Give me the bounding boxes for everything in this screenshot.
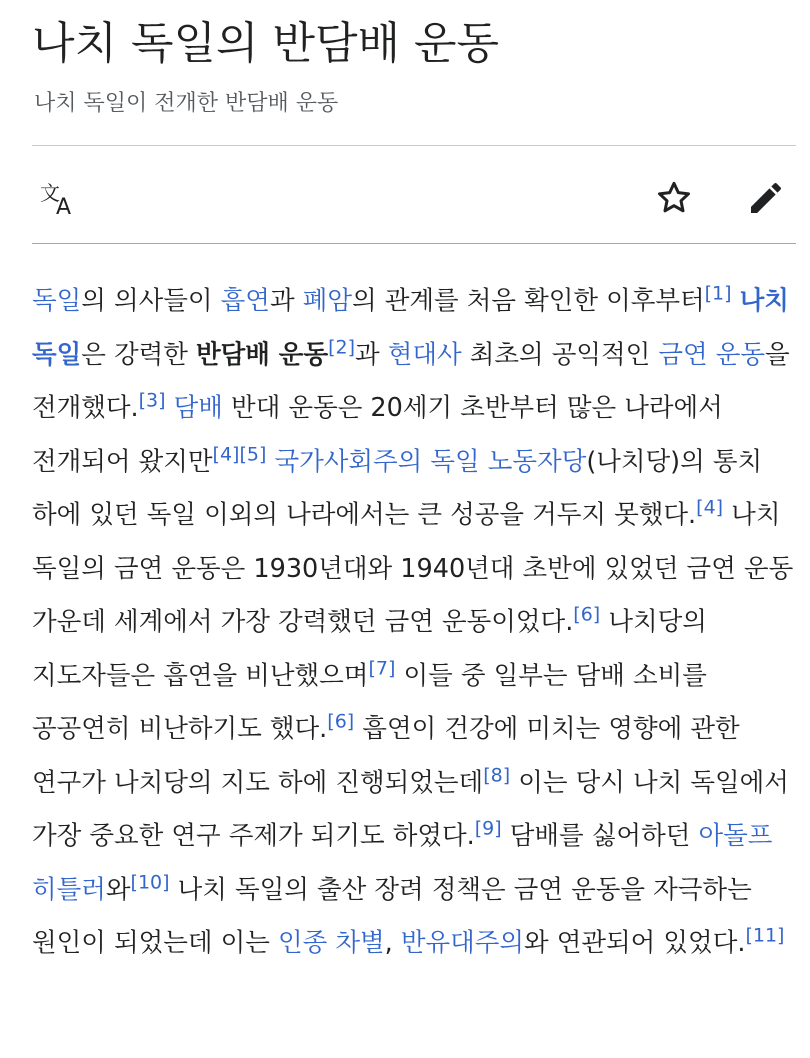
text-run: 와: [105, 874, 131, 905]
text-run: 나치당의 지도자들은 흡연을 비난했으며: [32, 607, 707, 691]
text-run: [266, 447, 274, 477]
text-run: [166, 393, 174, 423]
text-run: 와 연관되어 있었다.: [524, 928, 746, 958]
text-run: 담배를 싫어하던: [501, 821, 699, 851]
link-modern-history[interactable]: 현대사: [387, 339, 462, 370]
text-run: (나치당)의 통치 하에 있던 독일 이외의 나라에서는 큰 성공을 거두지 못했다.: [32, 446, 763, 530]
bold-term: 반담배 운동: [196, 339, 329, 370]
text-run: 반대 운동은 20세기 초반부터 많은 나라에서 전개되어 왔지만: [32, 393, 723, 477]
text-run: 흡연이 건강에 미치는 영향에 관한 연구가 나치당의 지도 하에 진행되었는데: [32, 714, 740, 798]
text-run: 과: [355, 339, 388, 370]
citation-9[interactable]: [9]: [474, 817, 502, 840]
text-run: 이는 당시 나치 독일에서 가장 중요한 연구 주제가 되기도 하였다.: [32, 767, 789, 851]
text-run: [732, 286, 740, 316]
text-run: 이들 중 일부는 담배 소비를 공공연히 비난하기도 했다.: [32, 660, 707, 744]
article-paragraph: [32, 275, 800, 1055]
link-anti-smoking-movement[interactable]: 금연 운동: [658, 339, 766, 370]
pencil-icon: [746, 178, 786, 218]
citation-7[interactable]: [7]: [368, 657, 396, 679]
link-antisemitism[interactable]: 반유대주의: [400, 928, 525, 958]
text-run: 최초의 공익적인: [461, 339, 659, 370]
toolbar-divider: [32, 243, 796, 244]
link-lung-cancer[interactable]: 폐암: [302, 286, 352, 316]
page-subtitle: 나치 독일이 전개한 반담배 운동: [34, 91, 339, 116]
text-run: 나치 독일의 출산 장려 정책은 금연 운동을 자극하는 원인이 되었는데 이는: [32, 874, 752, 958]
link-nsdap[interactable]: 국가사회주의 독일 노동자당: [274, 446, 587, 477]
text-run: ,: [384, 928, 401, 958]
text-run: 의 관계를 처음 확인한 이후부터: [351, 286, 705, 316]
text-run: 은 강력한: [81, 339, 197, 370]
citation-2[interactable]: [2]: [328, 336, 355, 358]
citation-8[interactable]: [8]: [483, 764, 511, 786]
translate-icon: [38, 178, 82, 218]
text-run: 나치 독일의 금연 운동은 1930년대와 1940년대 초반에 있었던 금연 운동 가운데 세계에서 가장 강력했던 금연 운동이었다.: [32, 500, 794, 637]
citation-3[interactable]: [3]: [138, 389, 166, 412]
text-run: 과: [269, 286, 303, 316]
header-divider: [32, 145, 796, 146]
citation-6[interactable]: [6]: [573, 603, 601, 626]
link-racial-discrimination[interactable]: 인종 차별: [278, 928, 385, 958]
citation-4[interactable]: [4]: [212, 443, 240, 465]
text-run: 의 의사들이: [81, 286, 221, 316]
citation-11[interactable]: [11]: [745, 924, 785, 947]
citation-6[interactable]: [6]: [327, 710, 355, 733]
language-button[interactable]: [34, 172, 86, 224]
citation-10[interactable]: [10]: [130, 871, 170, 893]
text-run: 을 전개했다.: [32, 339, 790, 423]
bold-term: 나치 독일: [32, 286, 789, 370]
star-icon: [654, 178, 694, 218]
citation-4[interactable]: [4]: [696, 496, 724, 519]
svg-text:A: A: [56, 195, 72, 218]
page-title: 나치 독일의 반담배 운동: [32, 18, 499, 69]
citation-1[interactable]: [1]: [704, 282, 732, 305]
link-tobacco[interactable]: 담배: [173, 393, 223, 423]
edit-button[interactable]: [740, 172, 792, 224]
svg-text:文: 文: [40, 181, 60, 205]
link-adolf-hitler[interactable]: 아돌프 히틀러: [32, 821, 773, 905]
citation-5[interactable]: [5]: [239, 443, 267, 465]
watch-star-button[interactable]: [648, 172, 700, 224]
link-smoking[interactable]: 흡연: [220, 286, 270, 316]
link-germany[interactable]: 독일: [32, 286, 82, 316]
